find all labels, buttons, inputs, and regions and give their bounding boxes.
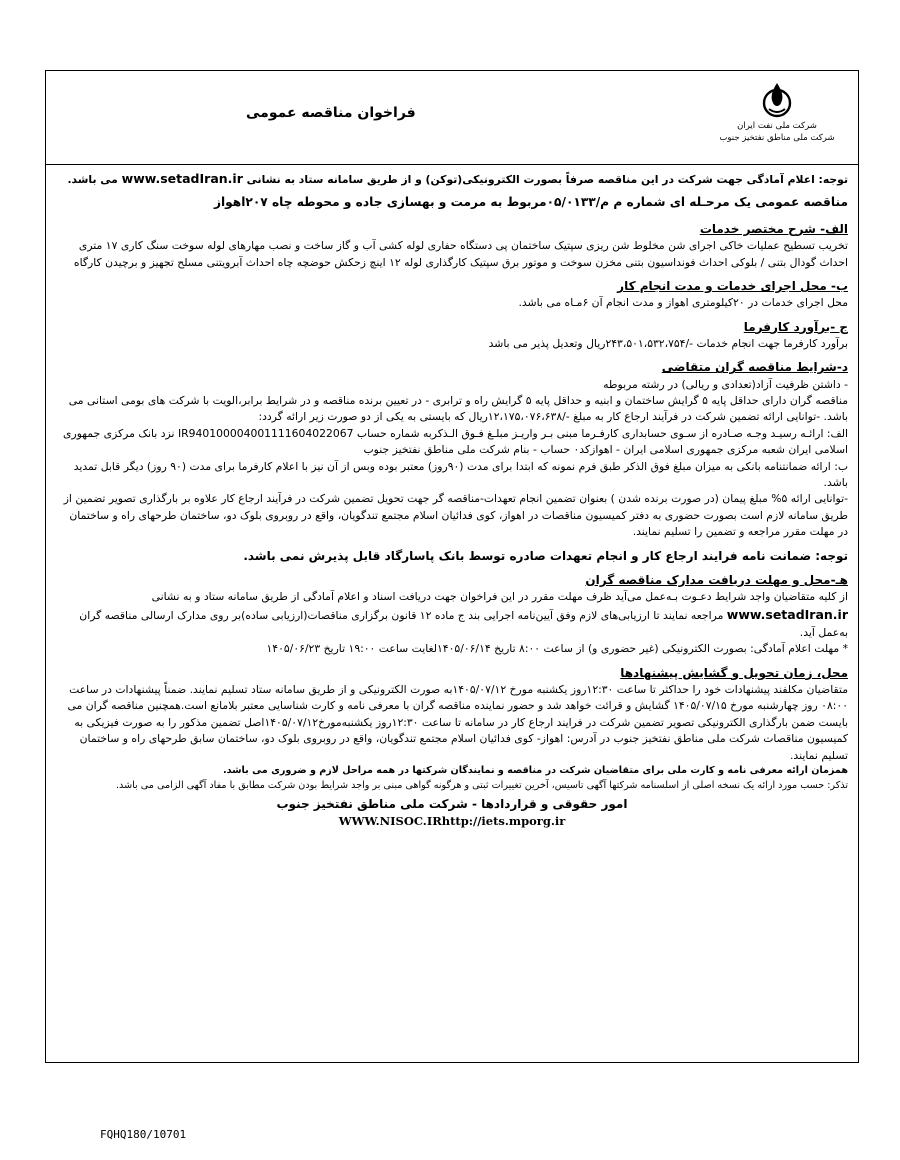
org-logo-block	[712, 79, 842, 143]
websites-line[interactable]: WWW.NISOC.IRhttp://iets.mporg.ir	[338, 814, 566, 829]
nioc-logo-icon	[757, 79, 797, 119]
section-h-text-end: مراجعه نمایند تا ارزیابی‌های لازم وفق آیین‌نامه اجرایی بند ج ماده ۱۲ قانون برگزاری مناقصات(ارزیابی ساده)بر روی مدارک ارسالی مناقصه گران به‌عمل آید.	[79, 609, 848, 639]
section-b-heading-text: ب- محل اجرای خدمات و مدت انجام کار	[617, 279, 848, 293]
section-c-heading-text: ج -برآورد کارفرما	[743, 319, 848, 334]
section-h-heading	[56, 571, 848, 589]
submission-heading-text: محل، زمان تحویل و گشایش پیشنهادها	[620, 665, 848, 680]
deadline-text: * مهلت اعلام آمادگی: بصورت الکترونیکی (غیر حضوری و) از ساعت ۸:۰۰ تاریخ ۱۴۰۵/۰۶/۱۴لغایت ساعت ۱۹:۰۰ تاریخ ۱۴۰۵/۰۶/۲۳	[266, 642, 848, 656]
section-c-text: برآورد کارفرما جهت انجام خدمات -/۲۴۳،۵۰۱،۵۳۲،۷۵۴ریال وتعدیل پذیر می باشد	[488, 336, 848, 350]
document-body	[56, 169, 848, 831]
section-d-heading	[56, 358, 848, 376]
document-header	[46, 71, 858, 165]
document-frame	[45, 70, 859, 1063]
submission-heading	[56, 664, 848, 682]
section-d-performance: -توانایی ارائه ۵% مبلغ پیمان (در صورت برنده شدن ) بعنوان تضمین انجام تعهدات-مناقصه گر جهت تحویل تضمین شرکت در فرآیند ارجاع کار علاوه بر بارگذاری تصویر تضمین از طریق سامانه لازم است بصورت حضوری به دفتر کمیسیون مناقصات در اهواز، کوی فدائیان اسلام مجتمع تندگویان، واقع در روبروی بلوک دو، ساختمان طرحهای راه و ساختمان در مهلت مقرر مراجعه و تضمین را تسلیم نمایند.	[63, 492, 848, 539]
tender-title: مناقصه عمومی یک مرحـله ای شماره م م/۰۵/۰۱۳۳مربوط به مرمت و بهسازی جاده و محوطه چاه ۲۰۷اهواز	[213, 195, 848, 210]
section-b-text: محل اجرای خدمات در ۲۰کیلومتری اهواز و مدت انجام آن ۶مـاه می باشد.	[518, 296, 848, 310]
setad-link-2[interactable]: www.setadIran.ir	[726, 607, 848, 623]
signature: امور حقوقی و قراردادها - شرکت ملی مناطق نفتخیز جنوب	[276, 797, 628, 812]
section-d-heading-text: د-شرایط مناقصه گران متقاضی	[661, 360, 848, 375]
submission-text: متقاضیان مکلفند پیشنهادات خود را حداکثر تا ساعت ۱۲:۳۰روز یکشنبه مورخ ۱۴۰۵/۰۷/۱۲به صورت الکترونیکی و از طریق سامانه ستاد تسلیم نمایند. ضمناً پیشنهادات در ساعت ۰۸:۰۰ روز چهارشنبه مورخ ۱۴۰۵/۰۷/۱۵ گشایش و قرائت خواهد شد و حضور نماینده مناقصه گران با معرفی نامه و کارت شناسایی معتبر بلامانع است.همچنین مناقصه گران می بایست ضمن بارگذاری الکترونیکی تصویر تضمین شرکت در فرایند ارجاع کار در سامانه تا ساعت ۱۲:۳۰روز یکشنبه‌مورخ۱۴۰۵/۰۷/۱۲اصل تضمین مذکور را به صورت فیزیکی به کمیسیون مناقصات شرکت ملی مناطق نفتخیز جنوب در آدرس: اهواز- کوی فدائیان اسلام مجتمع تندگویان، واقع در روبروی بلوک دو، ساختمان سابق طرحهای راه و ساختمان تسلیم نمایند.	[67, 682, 848, 762]
section-h-text-start: از کلیه متقاضیان واجد شرایط دعـوت بـه‌عمل می‌آید ظرف مهلت مقرر در این فراخوان جهت دریافت اسناد و اعلام آمادگی از طریق سامانه ستاد و به نشانی	[151, 590, 848, 604]
setad-link[interactable]: www.setadIran.ir	[121, 171, 243, 186]
id-card-note: همزمان ارائه معرفی نامه و کارت ملی برای متقاضیان شرکت در مناقصه و نمایندگان شرکتها در همه مراحل لازم و ضروری می باشد.	[222, 764, 848, 776]
intro-note	[56, 169, 848, 188]
intro-note-text: توجه: اعلام آمادگی جهت شرکت در این مناقصه صرفاً بصورت الکترونیکی(توکن) و از طریق سامانه ستاد به نشانی	[242, 173, 848, 186]
section-d-grade: مناقصه گران دارای حداقل پایه ۵ گرایش ساختمان و ابنیه و حداقل پایه ۵ گرایش راه و ترابری - در تعیین برنده مناقصه و در شرایط برابر،الویت با شرکت های بومی استانی می باشد. -توانایی ارائه تضمین شرکت در فرآیند ارجاع کار به مبلغ -/۱۲،۱۷۵،۰۷۶،۶۳۸ریال که بایستی به یکی از دو صورت زیر ارائه گردد:	[68, 393, 848, 424]
section-b-heading	[56, 277, 848, 295]
section-d-deposit: الف: ارائـه رسیـد وجـه صـادره از سـوی حسابداری کارفـرما مبنی بـر واریـز مبلـغ فـوق الـذکربه شماره حساب IR940100004001111604022067 نزد بانک مرکزی جمهوری اسلامی ایران شعبه مرکزی جمهوری اسلامی ایران - اهوازکد۰ حساب - بنام شرکت ملی مناطق نفتخیز جنوب	[63, 426, 848, 457]
org-name-line1: شرکت ملی نفت ایران	[737, 121, 817, 131]
page-title: فراخوان مناقصه عمومی	[246, 105, 416, 121]
org-name-line2: شرکت ملی مناطق نفتخیز جنوب	[719, 133, 835, 143]
section-d-guarantee: ب: ارائه ضمانتنامه بانکی به میزان مبلغ فوق الذکر طبق فرم نمونه که ابتدا برای مدت (۹۰روز) معتبر بوده وبس از آن نیز با اعلام کارفرما برای مدت (۹۰ روز) دیگر قابل تمدید باشد.	[73, 459, 848, 489]
intro-note-end: می باشد.	[67, 173, 122, 186]
footer-code: FQHQ180/10701	[100, 1128, 187, 1141]
section-d-capacity: - داشتن ظرفیت آزاد(تعدادی و ریالی) در رشته مربوطه	[603, 377, 848, 391]
section-a-heading	[56, 220, 848, 238]
documents-note: تذکر: حسب مورد ارائه یک نسخه اصلی از اسلسنامه شرکتها آگهی تاسیس، آخرین تغییرات ثبتی و هرگونه گواهی مبنی بر واجد شرایط بودن شرکت مطابق با مفاد آگهی الزامی می باشد.	[116, 779, 848, 791]
section-h-heading-text: هـ-محل و مهلت دریافت مدارک مناقصه گران	[585, 572, 848, 587]
section-a-text: تخریب تسطیح عملیات خاکی اجرای شن مخلوط شن ریزی سپتیک ساختمان پی دستگاه حفاری لوله کشی آب و گاز ساخت و نصب مهارهای لوله سوخت سنگ کاری ۱۷ متری احداث گودال بتنی / بلوکی احداث فونداسیون بتنی مخزن سوخت و موتور برق سپتیک کارگذاری لوله ۱۲ اینچ زحکش حوضچه چاه احداث آبرویتنی مسلح تجهیز و برچیدن کارگاه	[73, 239, 848, 269]
bank-note: توجه: ضمانت نامه فرایند ارجاع کار و انجام تعهدات صادره توسط بانک پاسارگاد قابل پذیرش نمی باشد.	[243, 548, 848, 563]
section-a-heading-text: الف- شرح مختصر خدمات	[699, 221, 848, 236]
section-c-heading	[56, 318, 848, 336]
section-h-text	[56, 589, 848, 641]
